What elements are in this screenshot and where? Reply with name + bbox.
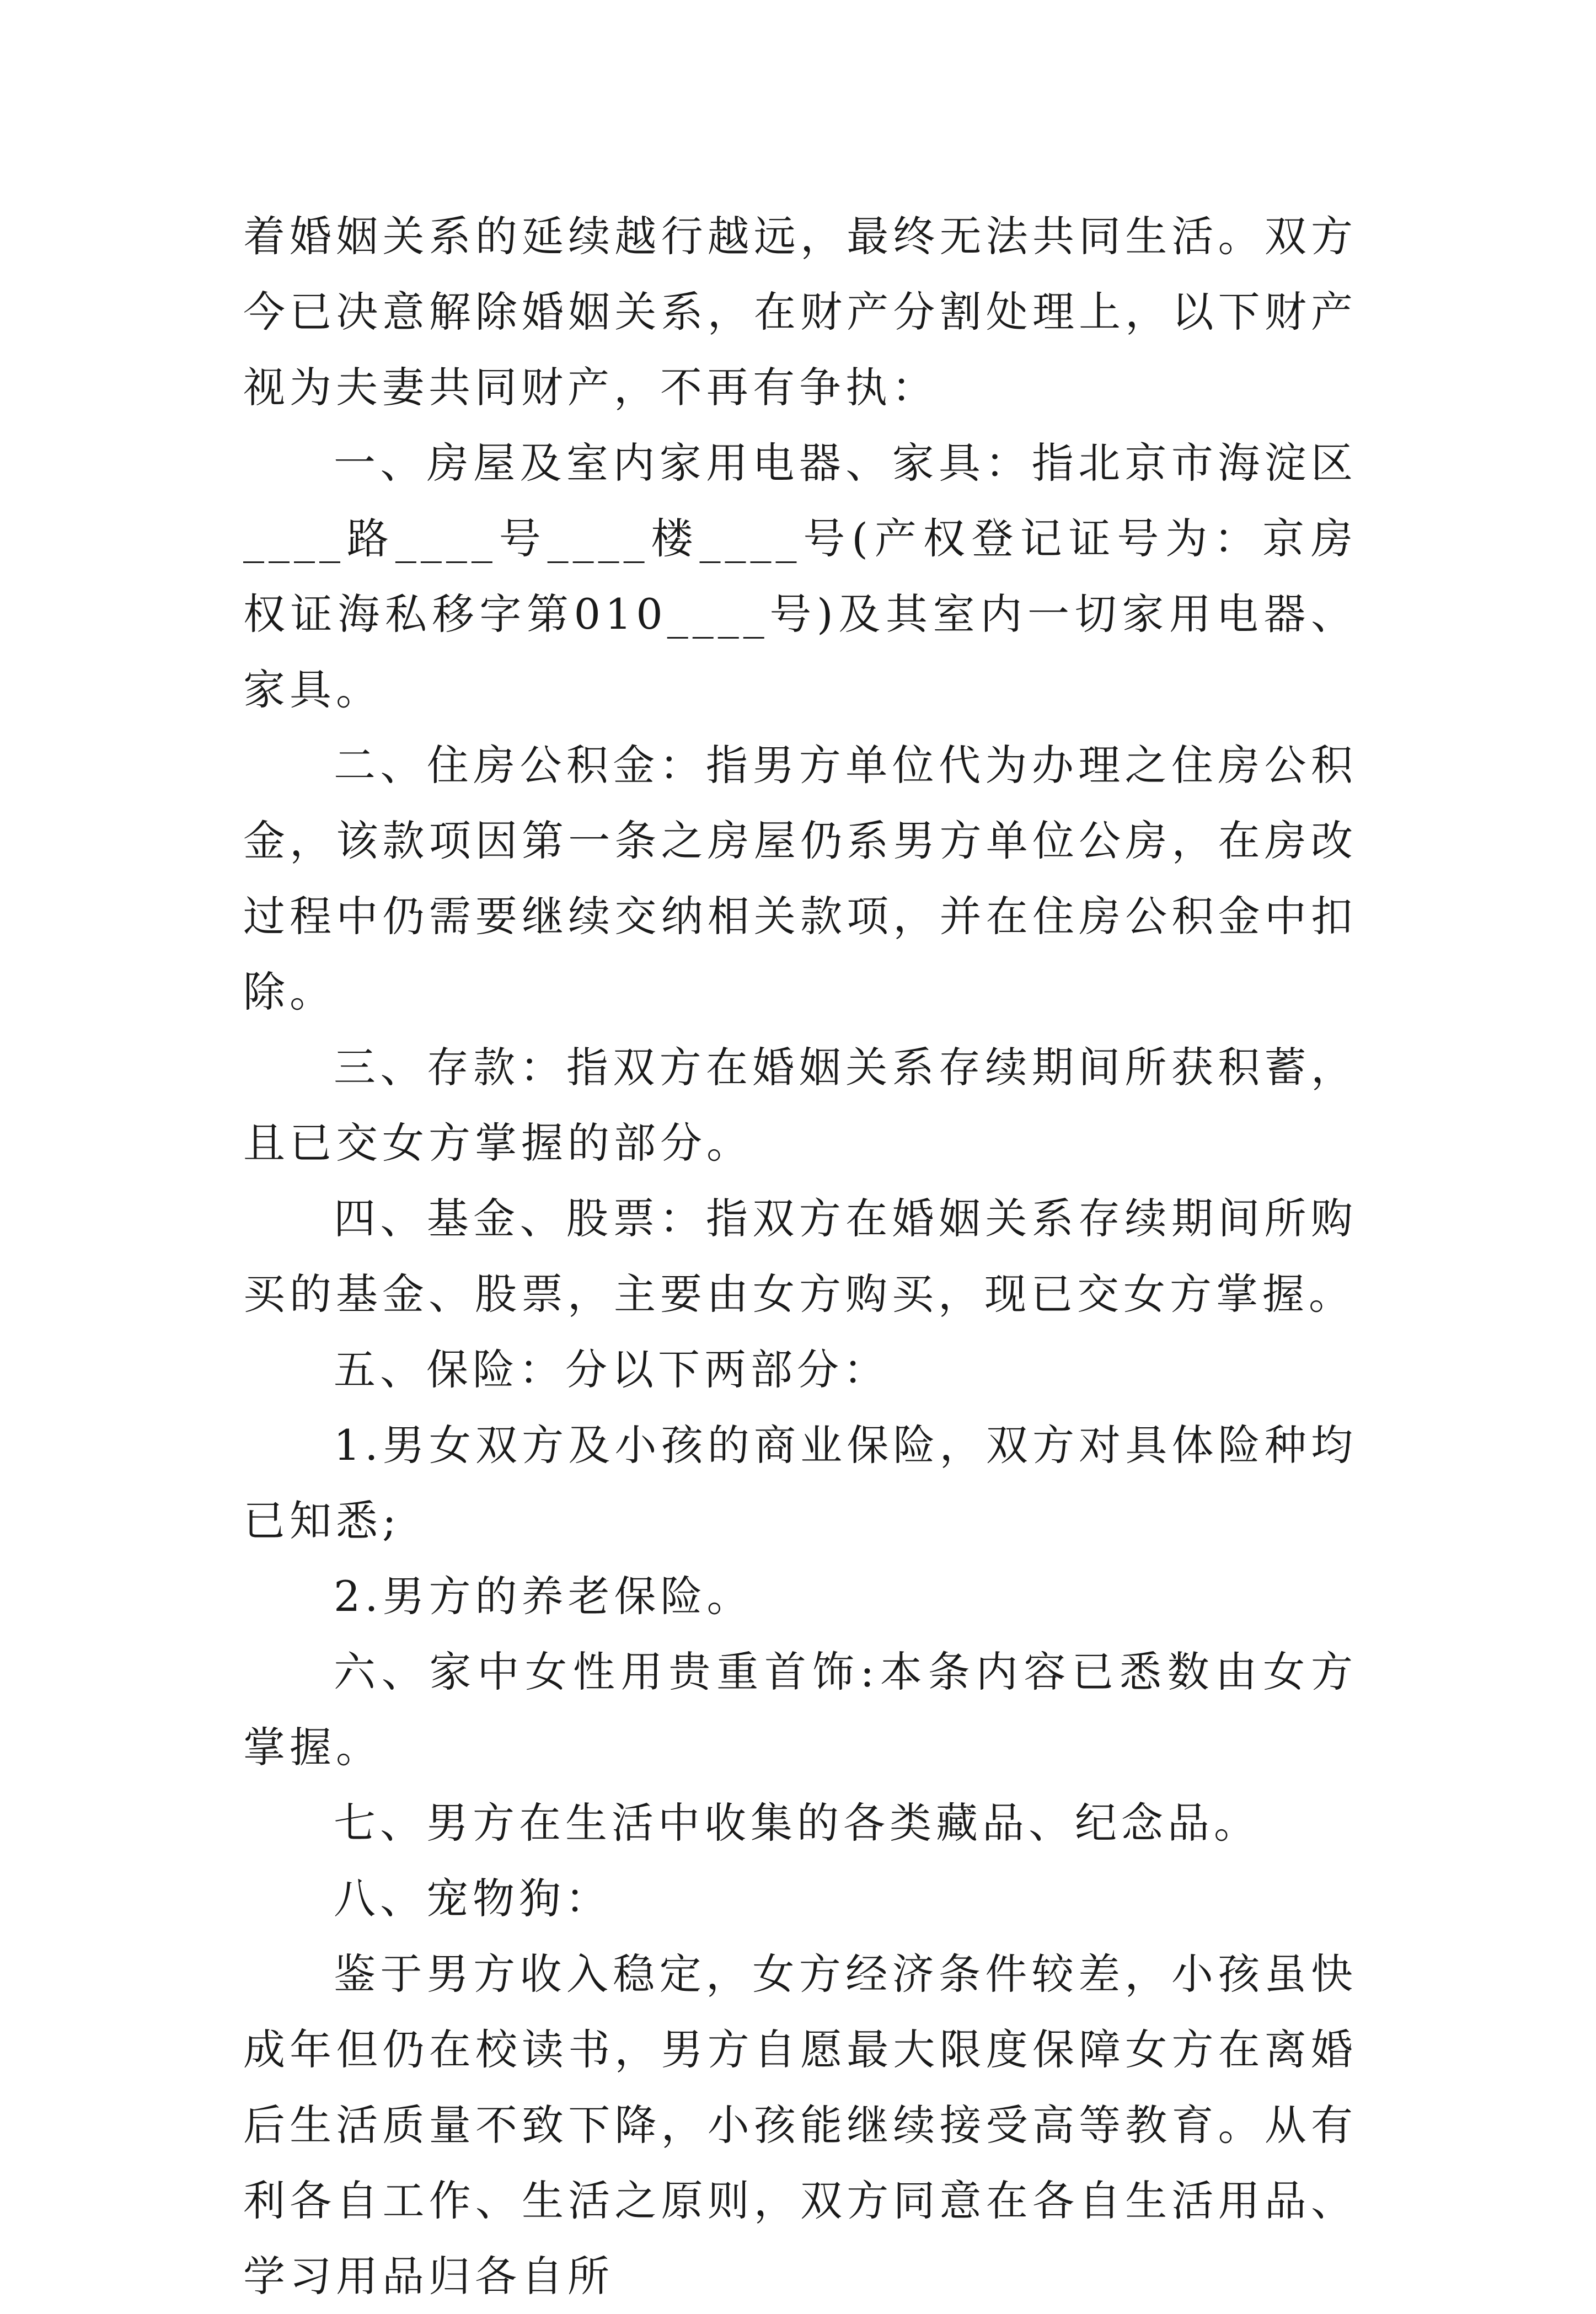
paragraph-item-house: 一、房屋及室内家用电器、家具：指北京市海淀区____路____号____楼____号(产权登记证号为：京房权证海私移字第010____号)及其室内一切家用电器、家具。: [243, 438, 1357, 714]
paragraph-item-jewelry: 六、家中女性用贵重首饰:本条内容已悉数由女方掌握。: [243, 1647, 1357, 1772]
document-body: [243, 199, 1357, 2314]
paragraph-insurance-sub-2: 2.男方的养老保险。: [334, 1572, 753, 1621]
paragraph-item-insurance: 五、保险：分以下两部分：: [334, 1345, 890, 1394]
paragraph-item-housing-fund: 二、住房公积金：指男方单位代为办理之住房公积金，该款项因第一条之房屋仍系男方单位公房，在房改过程中仍需要继续交纳相关款项，并在住房公积金中扣除。: [243, 741, 1357, 1016]
paragraph-considerations: 鉴于男方收入稳定，女方经济条件较差，小孩虽快成年但仍在校读书，男方自愿最大限度保障女方在离婚后生活质量不致下降，小孩能继续接受高等教育。从有利各自工作、生活之原则，双方同意在各自生活用品、学习用品归各自所: [243, 1949, 1357, 2301]
paragraph-insurance-sub-1: 1.男女双方及小孩的商业保险，双方对具体险种均已知悉;: [243, 1421, 1357, 1545]
paragraph-item-savings: 三、存款：指双方在婚姻关系存续期间所获积蓄，且已交女方掌握的部分。: [243, 1043, 1357, 1167]
paragraph-item-collections: 七、男方在生活中收集的各类藏品、纪念品。: [334, 1798, 1260, 1847]
paragraph-continuation: 着婚姻关系的延续越行越远，最终无法共同生活。双方今已决意解除婚姻关系，在财产分割处理上，以下财产视为夫妻共同财产，不再有争执：: [243, 212, 1357, 412]
paragraph-item-funds-stocks: 四、基金、股票：指双方在婚姻关系存续期间所购买的基金、股票，主要由女方购买，现已交女方掌握。: [243, 1194, 1357, 1319]
paragraph-item-pet-dog: 八、宠物狗：: [334, 1874, 612, 1923]
